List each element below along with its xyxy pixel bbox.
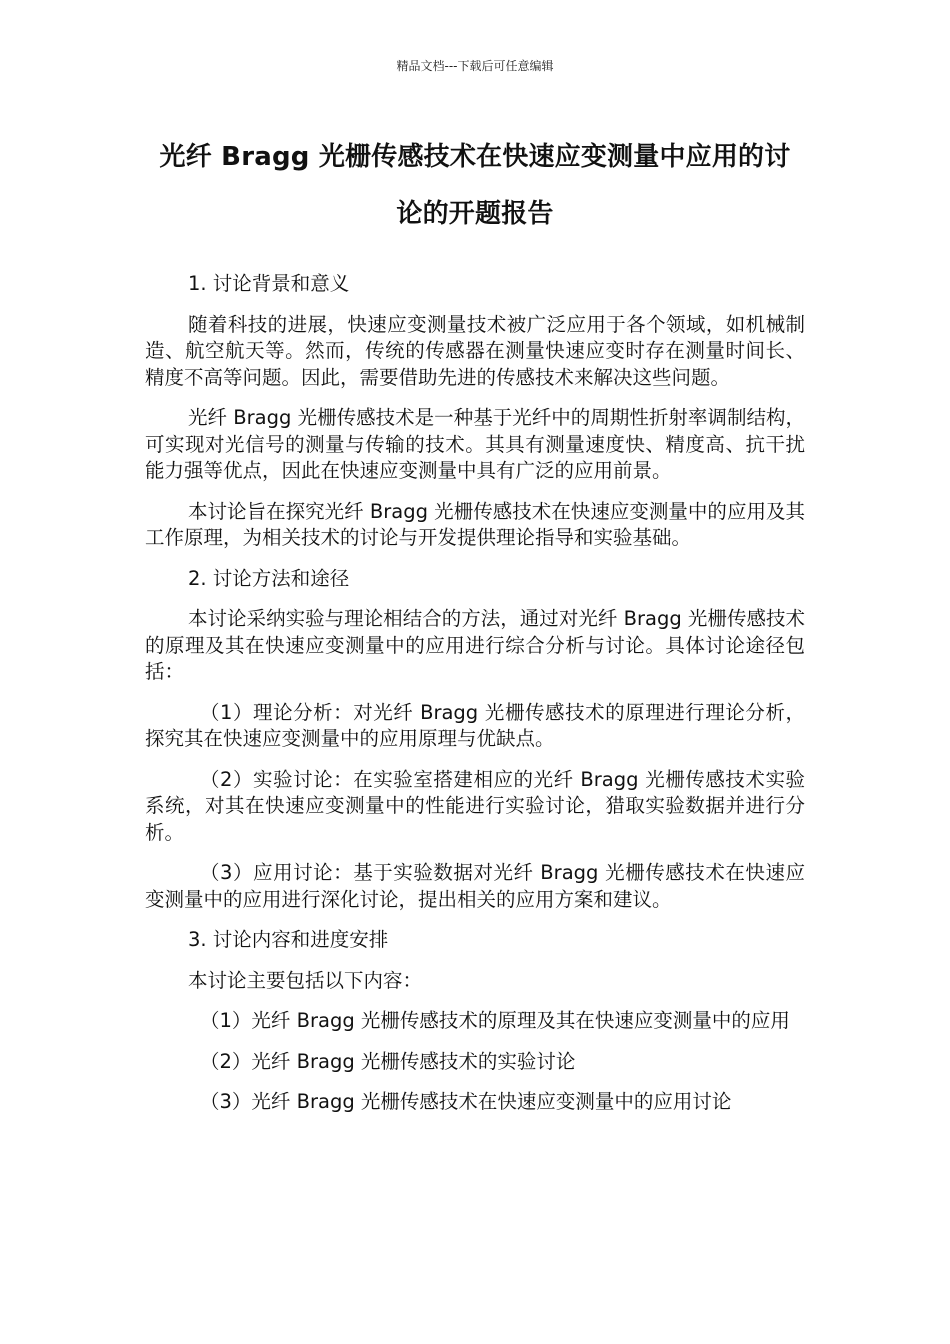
section-heading-1: 1. 讨论背景和意义 [188,272,350,295]
header-note: 精品文档---下载后可任意编辑 [396,59,554,73]
section-heading-3: 3. 讨论内容和进度安排 [188,928,389,951]
section-heading-2: 2. 讨论方法和途径 [188,566,350,590]
list-item: （1）光纤 Bragg 光栅传感技术的原理及其在快速应变测量中的应用 [200,1009,790,1032]
body-paragraph: 本讨论采纳实验与理论相结合的方法，通过对光纤 Bragg 光栅传感技术的原理及其在快速应变测量中的应用进行综合分析与讨论。具体讨论途径包括： [145,607,805,683]
body-paragraph: 本讨论旨在探究光纤 Bragg 光栅传感技术在快速应变测量中的应用及其工作原理，为相关技术的讨论与开发提供理论指导和实验基础。 [145,499,805,549]
body-paragraph: 光纤 Bragg 光栅传感技术是一种基于光纤中的周期性折射率调制结构，可实现对光信号的测量与传输的技术。其具有测量速度快、精度高、抗干扰能力强等优点，因此在快速应变测量中具有广泛的应用前景。 [145,406,805,482]
body-paragraph: 随着科技的进展，快速应变测量技术被广泛应用于各个领域，如机械制造、航空航天等。然而，传统的传感器在测量快速应变时存在测量时间长、精度不高等问题。因此，需要借助先进的传感技术来解决这些问题。 [145,312,805,389]
list-item: （3）应用讨论：基于实验数据对光纤 Bragg 光栅传感技术在快速应变测量中的应用进行深化讨论，提出相关的应用方案和建议。 [145,861,805,911]
list-item: （3）光纤 Bragg 光栅传感技术在快速应变测量中的应用讨论 [200,1090,732,1113]
document-title-line-1: 光纤 Bragg 光栅传感技术在快速应变测量中应用的讨 [159,142,791,172]
document-body [145,271,805,1130]
list-item: （2）实验讨论：在实验室搭建相应的光纤 Bragg 光栅传感技术实验系统，对其在快速应变测量中的性能进行实验讨论，猎取实验数据并进行分析。 [145,767,805,844]
document-title-line-2: 论的开题报告 [396,199,554,229]
list-item: （2）光纤 Bragg 光栅传感技术的实验讨论 [200,1049,576,1073]
list-item: （1）理论分析：对光纤 Bragg 光栅传感技术的原理进行理论分析，探究其在快速应变测量中的应用原理与优缺点。 [145,700,805,750]
body-paragraph: 本讨论主要包括以下内容： [188,968,423,992]
